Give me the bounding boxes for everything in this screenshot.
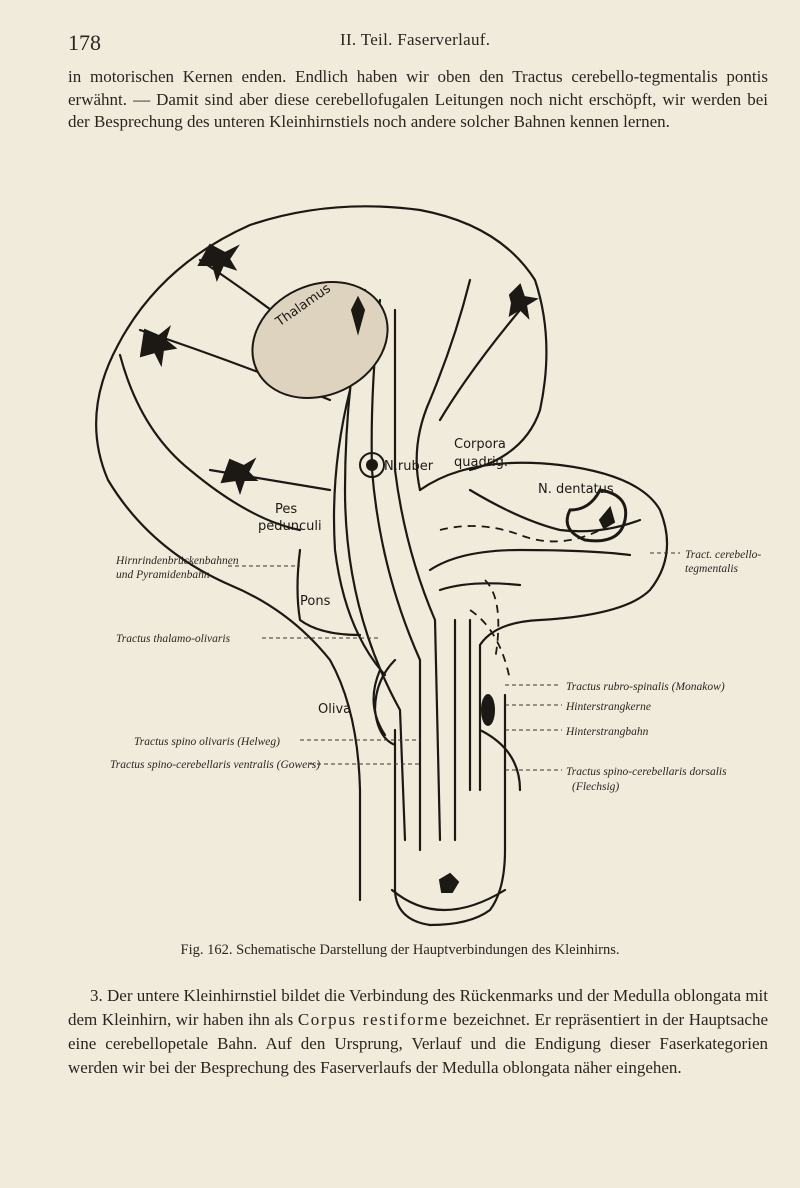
hinterstrangkerne-shape (481, 694, 495, 726)
label-thalamus: Thalamus (273, 281, 334, 330)
label-pes: Pes (275, 502, 298, 517)
annotation-spino-cerebellaris-dorsalis-1: Tractus spino-cerebellaris dorsalis (566, 766, 727, 778)
paragraph-bottom-after: bezeichnet. Er repräsentiert in der Hauptsache eine cerebellopetale Bahn. Auf den Ursprung, Verlauf und die Endigung dieser Faserkategorien werden wir bei der Besprechung des Faserverlaufs der Medulla oblongata näher eingehen. (68, 1010, 768, 1077)
label-pedunculi: pedunculi (258, 519, 322, 534)
neuron-cortex-2 (141, 328, 175, 364)
brain-diagram (0, 190, 800, 935)
paragraph-bottom-before: 3. Der untere Kleinhirnstiel bildet die Verbindung des Rückenmarks und der Medulla oblongata mit dem Kleinhirn, wir haben ihn als (68, 986, 768, 1029)
page-number: 178 (68, 30, 101, 55)
annotation-hinterstrangkerne: Hinterstrangkerne (566, 701, 651, 713)
neuron-cortex-3 (222, 460, 256, 492)
annotation-hirnrinden-1: Hirnrindenbrückenbahnen (116, 555, 239, 567)
paragraph-bottom (68, 984, 768, 1080)
neuron-dentatus (600, 508, 614, 528)
label-n-dentatus: N. dentatus (538, 482, 614, 497)
annotation-hirnrinden-2: und Pyramidenbahn (116, 569, 210, 581)
label-n-ruber: N.ruber (384, 459, 434, 474)
annotation-cerebello-tegmentalis-1: Tract. cerebello- (685, 549, 762, 561)
figure-162 (0, 190, 800, 935)
label-pons: Pons (300, 594, 331, 609)
annotation-spino-cerebellaris-dorsalis-2: (Flechsig) (572, 781, 620, 793)
annotation-thalamo-olivaris: Tractus thalamo-olivaris (116, 633, 231, 645)
annotation-hinterstrangbahn: Hinterstrangbahn (566, 726, 649, 738)
annotation-spino-cerebellaris-ventralis: Tractus spino-cerebellaris ventralis (Gowers) (110, 759, 321, 771)
label-oliva: Oliva (318, 702, 352, 717)
annotation-spino-olivaris: Tractus spino olivaris (Helweg) (134, 736, 280, 748)
annotation-cerebello-tegmentalis-2: tegmentalis (685, 563, 739, 575)
term-corpus-restiforme: Corpus restiforme (297, 1010, 449, 1029)
label-quadrig: quadrig. (454, 455, 509, 470)
figure-caption: Fig. 162. Schematische Darstellung der Hauptverbindungen des Kleinhirns. (180, 942, 620, 958)
cerebellum-outline (420, 463, 667, 790)
label-corpora: Corpora (454, 437, 506, 452)
running-head: II. Teil. Faserverlauf. (340, 30, 491, 49)
neuron-cortex-4 (510, 285, 536, 317)
n-dentatus-shape (567, 490, 626, 541)
annotation-rubro-spinalis: Tractus rubro-spinalis (Monakow) (566, 681, 725, 693)
paragraph-top: in motorischen Kernen enden. Endlich haben wir oben den Tractus cerebello-tegmentalis pontis erwähnt. — Damit sind aber diese cerebellofugalen Leitungen noch nicht erschöpft, wir werden bei der Besprechung des unteren Kleinhirnstiels noch andere solcher Bahnen kennen lernen. (68, 67, 768, 131)
neuron-spinal (440, 874, 458, 892)
